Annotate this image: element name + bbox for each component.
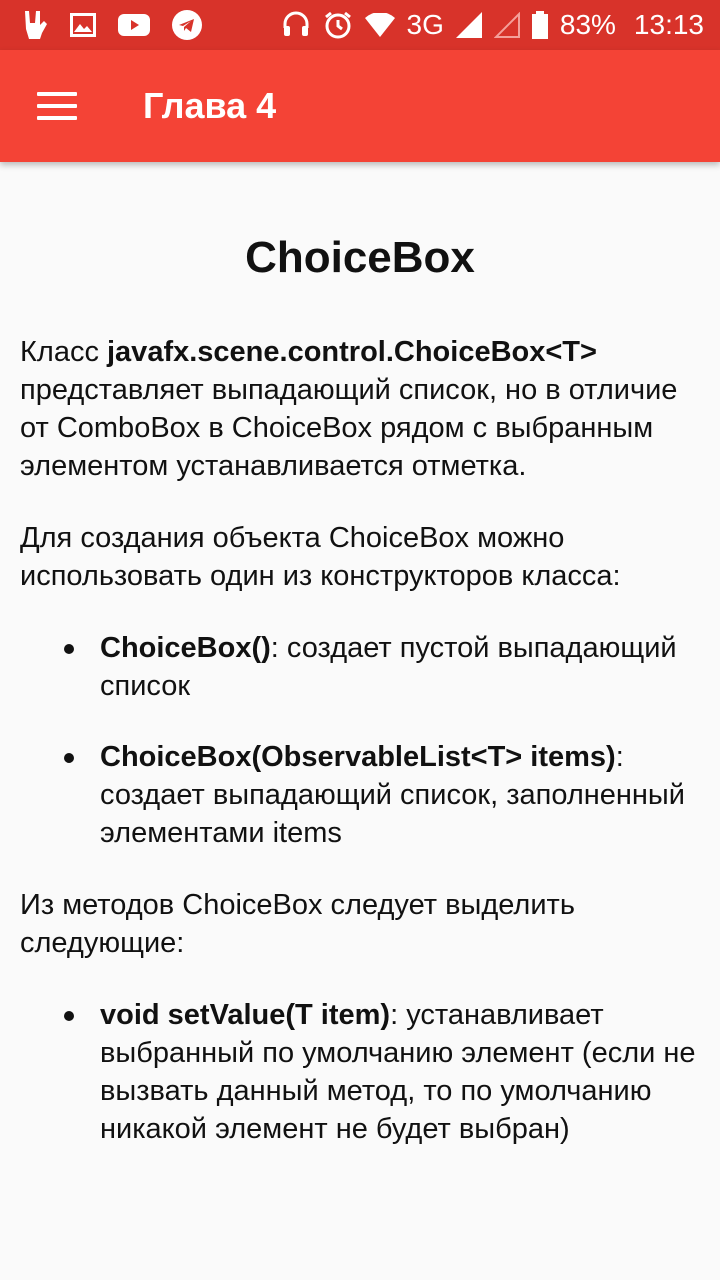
signal-icon	[456, 12, 482, 38]
list-item	[100, 996, 700, 1148]
network-type: 3G	[406, 9, 444, 40]
method-description: : устанавливает выбранный по умолчанию элемент (если не вызвать данный метод, то по умолчанию никакой элемент не будет выбран)	[100, 999, 696, 1145]
list-item	[100, 629, 700, 705]
article-heading: ChoiceBox	[245, 233, 475, 282]
constructor-description: : создает пустой выпадающий список	[100, 632, 677, 702]
intro-paragraph	[20, 333, 700, 485]
methods-list	[20, 996, 700, 1148]
constructors-list	[20, 629, 700, 852]
constructors-paragraph: Для создания объекта ChoiceBox можно использовать один из конструкторов класса:	[20, 522, 621, 592]
constructor-signature: ChoiceBox(ObservableList<T> items)	[100, 741, 616, 773]
notification-icons	[22, 9, 202, 41]
method-signature: void setValue(T item)	[100, 999, 391, 1031]
alarm-icon	[323, 10, 353, 40]
telegram-icon	[172, 10, 202, 40]
constructor-signature: ChoiceBox()	[100, 632, 271, 664]
clock: 13:13	[633, 9, 704, 40]
hamburger-menu-icon[interactable]	[37, 92, 77, 120]
intro-suffix: представляет выпадающий список, но в отличие от ComboBox в ChoiceBox рядом с выбранным элементом устанавливается отметка.	[20, 374, 678, 482]
youtube-icon	[118, 13, 150, 37]
page-title: Глава 4	[143, 85, 277, 126]
app-bar	[0, 50, 720, 162]
rock-hand-icon	[22, 9, 48, 41]
signal-empty-icon	[494, 12, 520, 38]
list-item	[100, 738, 700, 852]
battery-icon	[532, 11, 548, 39]
methods-paragraph: Из методов ChoiceBox следует выделить следующие:	[20, 889, 575, 959]
battery-percent: 83%	[559, 9, 616, 40]
constructor-description: : создает выпадающий список, заполненный элементами items	[100, 741, 685, 849]
status-bar	[0, 0, 720, 50]
system-indicators	[281, 10, 704, 40]
wifi-icon	[365, 13, 395, 37]
headset-icon	[281, 10, 311, 40]
image-icon	[70, 13, 96, 37]
intro-prefix: Класс	[20, 336, 107, 368]
class-name: javafx.scene.control.ChoiceBox<T>	[107, 336, 597, 368]
article-content	[20, 162, 700, 1148]
